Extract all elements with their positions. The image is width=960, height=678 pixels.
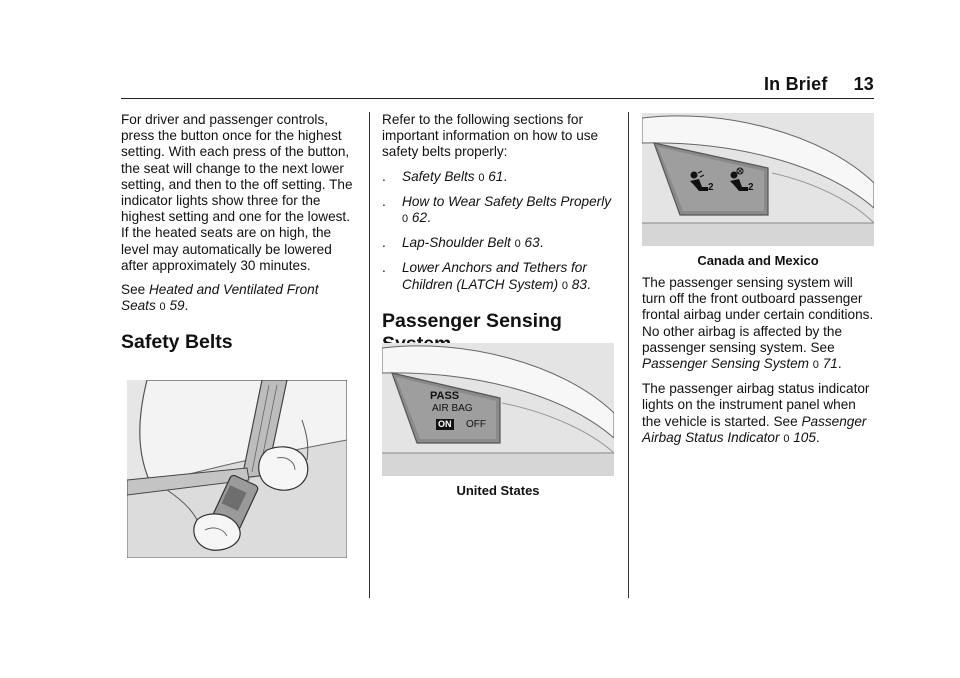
pass-label: PASS (430, 390, 460, 402)
list-item: . Lower Anchors and Tethers for Children (LATCH System) 0 83. (382, 260, 591, 292)
list-item: . How to Wear Safety Belts Properly 0 62. (382, 193, 612, 226)
airbag-label: AIR BAG (432, 403, 473, 414)
link-heated-seats[interactable]: Heated and Ventilated Front Seats (121, 282, 319, 314)
page-ref-icon: 0 (159, 301, 166, 314)
sensing-paragraph: The passenger sensing system will turn off the front outboard passenger frontal airbag under certain conditions. No other airbag is affected by the passenger sensing system. See Passenger Sensing System 0 71. (642, 275, 874, 372)
section-heading-passenger-sensing: Passenger Sensing (382, 309, 562, 332)
link-airbag-status[interactable]: Passenger Airbag Status Indicator (642, 413, 867, 445)
see-reference: See Heated and Ventilated Front Seats 0 59. (121, 282, 319, 314)
buckle-hand-icon (127, 380, 347, 558)
column-3 (642, 275, 878, 455)
list-item: . Lap-Shoulder Belt 0 63. (382, 235, 544, 251)
belts-intro: Refer to the following sections for important information on how to use safety belts properly: (382, 112, 599, 160)
airbag-panel-icon (382, 343, 614, 476)
caption-united-states: United States (456, 483, 540, 498)
section-heading-safety-belts: Safety Belts (121, 331, 233, 354)
seat-position-number: 2 (748, 182, 754, 193)
seat-controls-paragraph: For driver and passenger controls, press the button once for the highest setting. With each press of the button, the seat will change to the next lower setting, and then to the off setting. The indicator lights show three for the highest setting and one for the lowest. If the heated seats are on high, the level may automatically be lowered after approximately 30 minutes. (121, 112, 353, 273)
link-safety-belts[interactable]: Safety Belts (402, 168, 475, 184)
page-header (764, 74, 874, 95)
column-divider (628, 112, 629, 598)
link-how-to-wear[interactable]: How to Wear Safety Belts Properly (402, 193, 612, 209)
safety-belt-illustration (127, 380, 347, 558)
seat-position-number: 2 (708, 182, 714, 193)
reference-list (382, 169, 618, 294)
us-airbag-indicator-illustration (382, 343, 614, 476)
column-divider (369, 112, 370, 598)
canada-airbag-indicator-illustration (642, 113, 874, 246)
page-ref[interactable]: 59 (169, 298, 185, 314)
airbag-panel-icon (642, 113, 874, 246)
section-title: In Brief (763, 74, 828, 94)
off-indicator: OFF (466, 419, 486, 430)
column-1 (121, 112, 357, 354)
link-passenger-sensing[interactable]: Passenger Sensing System (642, 356, 809, 372)
header-rule (121, 98, 874, 99)
link-latch[interactable]: Lower Anchors and Tethers for Children (LATCH System) (402, 260, 587, 292)
list-item: . Safety Belts 0 61. (382, 168, 508, 184)
link-lap-shoulder[interactable]: Lap-Shoulder Belt (402, 235, 511, 251)
page-number: 13 (853, 74, 874, 94)
caption-canada-mexico: Canada and Mexico (697, 253, 819, 268)
status-indicator-paragraph: The passenger airbag status indicator lights on the instrument panel when the vehicle is started. See Passenger Airbag Status Indicator 0 105. (642, 381, 870, 445)
column-2 (382, 112, 618, 356)
on-indicator: ON (438, 419, 452, 429)
